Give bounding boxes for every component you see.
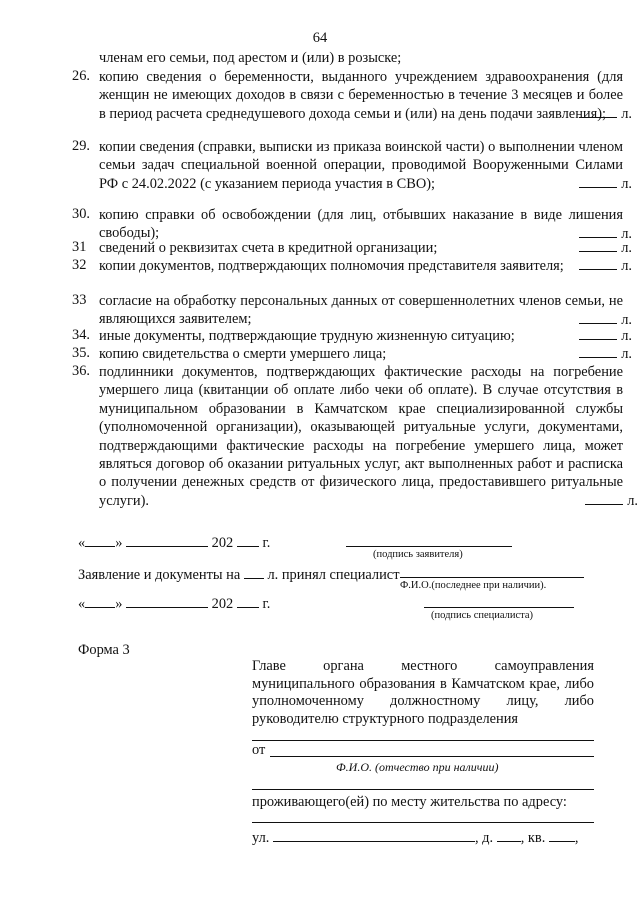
address-line xyxy=(252,822,594,823)
item-number: 26. xyxy=(72,68,90,84)
day-blank xyxy=(85,533,115,547)
item-text: согласие на обработку персональных данных от совершеннолетних членов семьи, не являющихся заявителем; xyxy=(99,293,623,328)
pages-blank: л. xyxy=(579,345,632,363)
item-number: 35. xyxy=(72,345,90,361)
pages-count-blank xyxy=(244,565,264,579)
list-item xyxy=(72,292,632,329)
list-item xyxy=(72,345,632,363)
pages-blank: л. xyxy=(579,175,632,193)
item-text: копии документов, подтверждающих полномочия представителя заявителя; xyxy=(99,258,564,274)
item-text: копию сведения о беременности, выданного учреждением здравоохранения (для женщин не имеющих доходов в связи с беременностью в течение 3 месяцев и более в период расчета среднедушевого дохода семьи и (или) на день подачи заявления); xyxy=(99,69,623,122)
item-number: 32 xyxy=(72,257,87,273)
month-blank xyxy=(126,594,208,608)
residing-text: проживающего(ей) по месту жительства по адресу: xyxy=(252,794,567,810)
pages-blank: л. xyxy=(579,225,632,243)
item-number: 33 xyxy=(72,292,87,308)
from-row: от xyxy=(252,742,266,758)
list-item xyxy=(72,257,632,275)
day-blank xyxy=(85,594,115,608)
addressee-block: Главе органа местного самоуправления муниципального образования в Камчатском крае, либо уполномоченному должностному лицу, либо руководителю структурного подразделения xyxy=(252,658,594,727)
list-item xyxy=(72,239,632,257)
item-number: 31 xyxy=(72,239,87,255)
list-item xyxy=(72,363,638,510)
item-text: копию справки об освобождении (для лиц, отбывших наказание в виде лишения свободы); xyxy=(99,207,623,242)
item-number: 34. xyxy=(72,327,90,343)
street-row: ул. , д. , кв. , xyxy=(252,830,579,846)
item-number: 30. xyxy=(72,206,90,222)
pages-blank: л. xyxy=(579,239,632,257)
pages-blank: л. xyxy=(579,311,632,329)
item-text: сведений о реквизитах счета в кредитной организации; xyxy=(99,240,438,256)
form-title: Форма 3 xyxy=(78,642,130,658)
item-text: копию свидетельства о смерти умершего лица; xyxy=(99,346,387,362)
item-number: 29. xyxy=(72,138,90,154)
page-number: 64 xyxy=(312,30,328,46)
apt-blank xyxy=(549,828,575,842)
item-number: 36. xyxy=(72,363,90,379)
accepted-row: Заявление и документы на л. принял специалист xyxy=(78,567,400,583)
addressee-line xyxy=(252,740,594,741)
specialist-fio-line xyxy=(400,577,584,578)
specialist-signature-caption: (подпись специалиста) xyxy=(431,610,534,621)
item-text: иные документы, подтверждающие трудную жизненную ситуацию; xyxy=(99,328,515,344)
extra-line xyxy=(252,789,594,790)
list-item xyxy=(72,68,632,123)
list-item xyxy=(72,206,632,243)
year-blank xyxy=(237,594,259,608)
from-fio-line xyxy=(270,756,594,757)
specialist-signature-line xyxy=(424,607,574,608)
street-blank xyxy=(273,828,475,842)
pages-blank: л. xyxy=(585,492,638,510)
month-blank xyxy=(126,533,208,547)
applicant-date-row: « » 202 г. xyxy=(78,535,271,551)
year-blank xyxy=(237,533,259,547)
specialist-date-row: « » 202 г. xyxy=(78,596,271,612)
pages-blank: л. xyxy=(579,327,632,345)
continuation-text: членам его семьи, под арестом и (или) в розыске; xyxy=(99,50,402,66)
list-item xyxy=(72,327,632,345)
applicant-signature-line xyxy=(346,546,512,547)
fio-caption: Ф.И.О. (отчество при наличии) xyxy=(336,760,499,774)
applicant-signature-caption: (подпись заявителя) xyxy=(373,549,463,560)
pages-blank: л. xyxy=(579,257,632,275)
item-text: копии сведения (справки, выписки из приказа воинской части) о выполнении членом семьи задач специальной военной операции, проводимой Вооруженными Силами РФ с 24.02.2022 (с указанием периода участия в СВО); xyxy=(99,139,623,192)
list-item xyxy=(72,138,632,193)
house-blank xyxy=(497,828,521,842)
specialist-fio-caption: Ф.И.О.(последнее при наличии). xyxy=(400,580,547,591)
item-text: подлинники документов, подтверждающих фактические расходы на погребение умершего лица (квитанции об оплате либо чеки об оплате). В случае отсутствия в муниципальном образовании в Камчатском крае специализированной службы (уполномоченной организации), оказывающей ритуальные услуги, документами, подтверждающими фактические расходы на погребение умершего лица, может являться договор об оказании ритуальных услуг, акт выполненных работ и расписка о получении денежных средств от физического лица, предоставившего ритуальные услуги). xyxy=(99,364,623,509)
pages-blank: л. xyxy=(579,105,632,123)
